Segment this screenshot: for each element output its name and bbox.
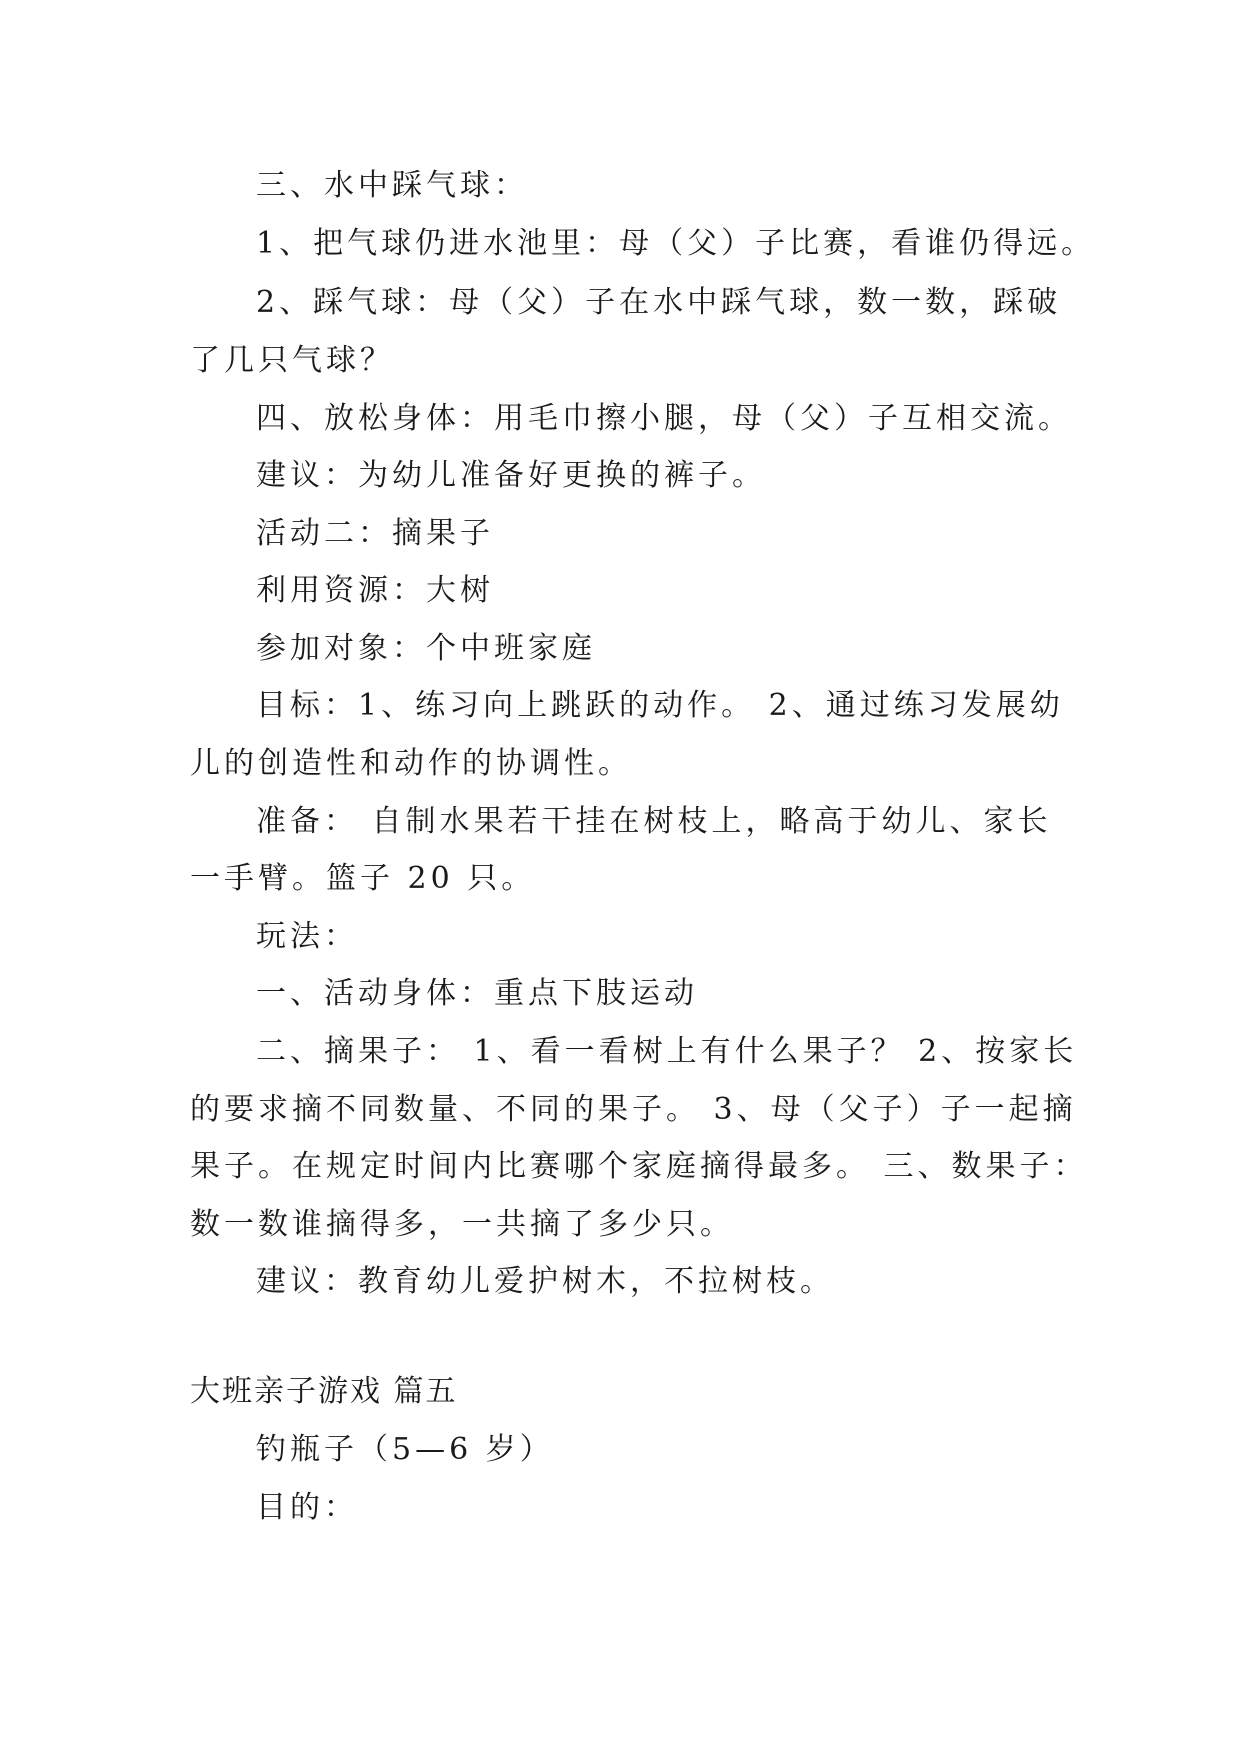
game-title: 钓瓶子（5—6 岁） — [256, 1432, 554, 1467]
paragraph-line: 建议：为幼儿准备好更换的裤子。 — [256, 458, 766, 493]
paragraph-line: 儿的创造性和动作的协调性。 — [190, 746, 632, 781]
section-title: 大班亲子游戏 篇五 — [190, 1374, 458, 1409]
paragraph-line: 一手臂。篮子 20 只。 — [190, 861, 536, 896]
paragraph-line: 2、踩气球：母（父）子在水中踩气球，数一数，踩破 — [256, 285, 1062, 320]
paragraph-line: 利用资源：大树 — [256, 573, 494, 608]
paragraph-line: 目的： — [256, 1490, 358, 1525]
paragraph-line: 数一数谁摘得多，一共摘了多少只。 — [190, 1207, 734, 1242]
paragraph-line: 准备： 自制水果若干挂在树枝上，略高于幼儿、家长 — [256, 804, 1052, 839]
paragraph-line: 玩法： — [256, 919, 358, 954]
paragraph-line: 四、放松身体：用毛巾擦小腿，母（父）子互相交流。 — [256, 401, 1072, 436]
paragraph-line: 参加对象：个中班家庭 — [256, 631, 596, 666]
paragraph-line: 了几只气球？ — [190, 343, 394, 378]
paragraph-line: 果子。在规定时间内比赛哪个家庭摘得最多。 三、数果子： — [190, 1149, 1088, 1184]
paragraph-line: 的要求摘不同数量、不同的果子。 3、母（父子）子一起摘 — [190, 1092, 1077, 1127]
paragraph-line: 1、把气球仍进水池里：母（父）子比赛，看谁仍得远。 — [256, 226, 1096, 261]
paragraph-line: 建议：教育幼儿爱护树木，不拉树枝。 — [256, 1264, 834, 1299]
activity-title: 活动二：摘果子 — [256, 516, 494, 551]
paragraph-line: 一、活动身体：重点下肢运动 — [256, 976, 698, 1011]
paragraph-line: 二、摘果子： 1、看一看树上有什么果子？ 2、按家长 — [256, 1034, 1078, 1069]
paragraph-line: 目标：1、练习向上跳跃的动作。 2、通过练习发展幼 — [256, 688, 1064, 723]
section-heading-balloon: 三、水中踩气球： — [256, 168, 528, 203]
